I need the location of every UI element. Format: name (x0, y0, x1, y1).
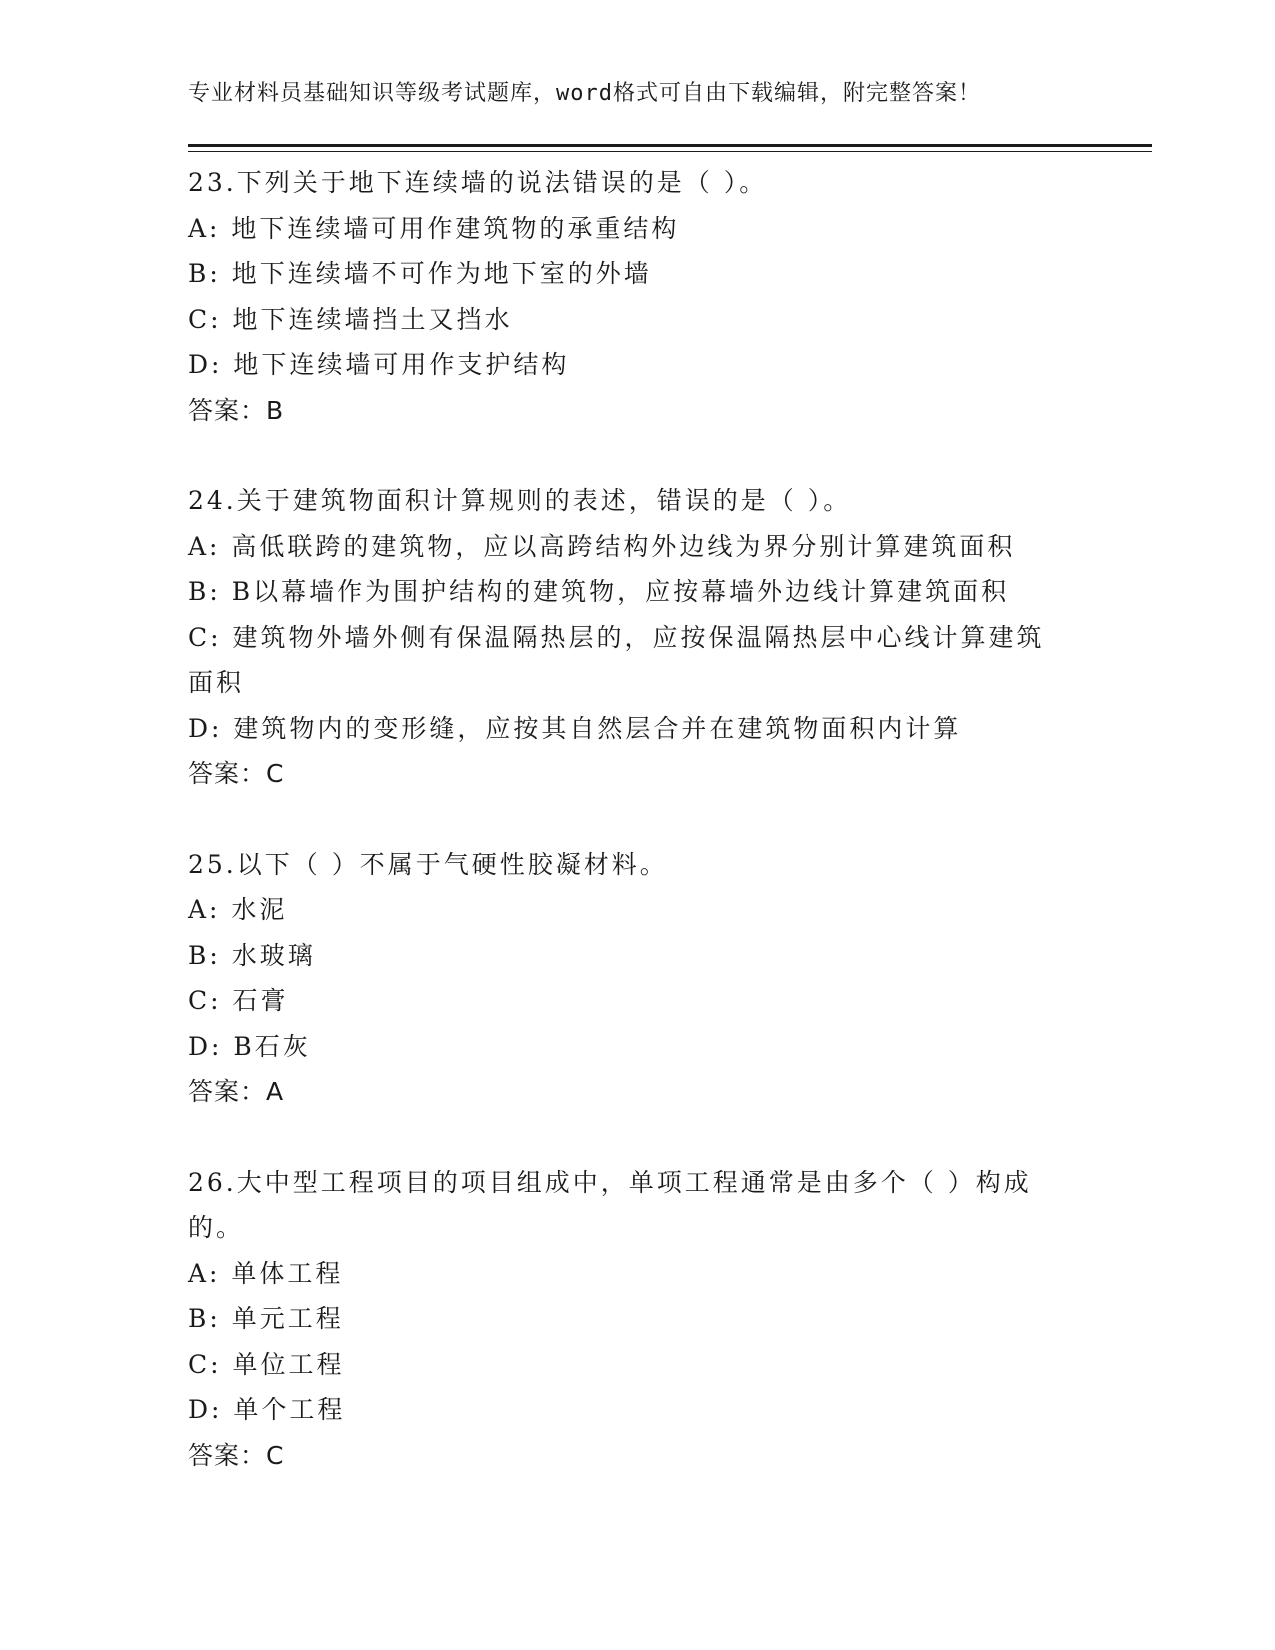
question-stem: 26.大中型工程项目的项目组成中，单项工程通常是由多个（ ）构成的。 (188, 1167, 1032, 1242)
option-d: D: B石灰 (188, 1031, 311, 1061)
option-d: D: 单个工程 (188, 1395, 346, 1424)
question-stem: 24.关于建筑物面积计算规则的表述，错误的是（ ）。 (188, 486, 852, 515)
option-c: C: 地下连续墙挡土又挡水 (188, 304, 513, 334)
question-list (188, 160, 1088, 1478)
option-b: B: B以幕墙作为围护结构的建筑物，应按幕墙外边线计算建筑面积 (188, 577, 1010, 606)
option-b: B: 地下连续墙不可作为地下室的外墙 (188, 259, 652, 288)
option-a: A: 水泥 (188, 895, 288, 924)
answer: 答案：B (188, 395, 285, 425)
option-a: A: 高低联跨的建筑物，应以高跨结构外边线为界分别计算建筑面积 (188, 531, 1016, 561)
question-26 (188, 1160, 1088, 1479)
question-stem: 23.下列关于地下连续墙的说法错误的是（ ）。 (188, 168, 768, 197)
option-d: D: 地下连续墙可用作支护结构 (188, 350, 570, 379)
answer: 答案：C (188, 1440, 285, 1470)
question-23 (188, 160, 1088, 433)
answer: 答案：A (188, 1077, 285, 1106)
page-header: 专业材料员基础知识等级考试题库，word格式可自由下载编辑，附完整答案！ (188, 81, 981, 106)
option-c: C: 石膏 (188, 986, 289, 1015)
option-b: B: 水玻璃 (188, 940, 316, 970)
answer: 答案：C (188, 759, 285, 788)
question-24 (188, 478, 1088, 797)
question-stem: 25.以下（ ）不属于气硬性胶凝材料。 (188, 849, 668, 879)
option-c: C: 单位工程 (188, 1349, 345, 1379)
option-d: D: 建筑物内的变形缝，应按其自然层合并在建筑物面积内计算 (188, 713, 962, 743)
option-a: A: 地下连续墙可用作建筑物的承重结构 (188, 213, 680, 243)
header-rule-thin (188, 151, 1152, 152)
option-c: C: 建筑物外墙外侧有保温隔热层的，应按保温隔热层中心线计算建筑面积 (188, 622, 1045, 697)
option-b: B: 单元工程 (188, 1304, 344, 1333)
option-a: A: 单体工程 (188, 1258, 344, 1288)
header-rule-thick (188, 144, 1152, 147)
question-25 (188, 842, 1088, 1115)
